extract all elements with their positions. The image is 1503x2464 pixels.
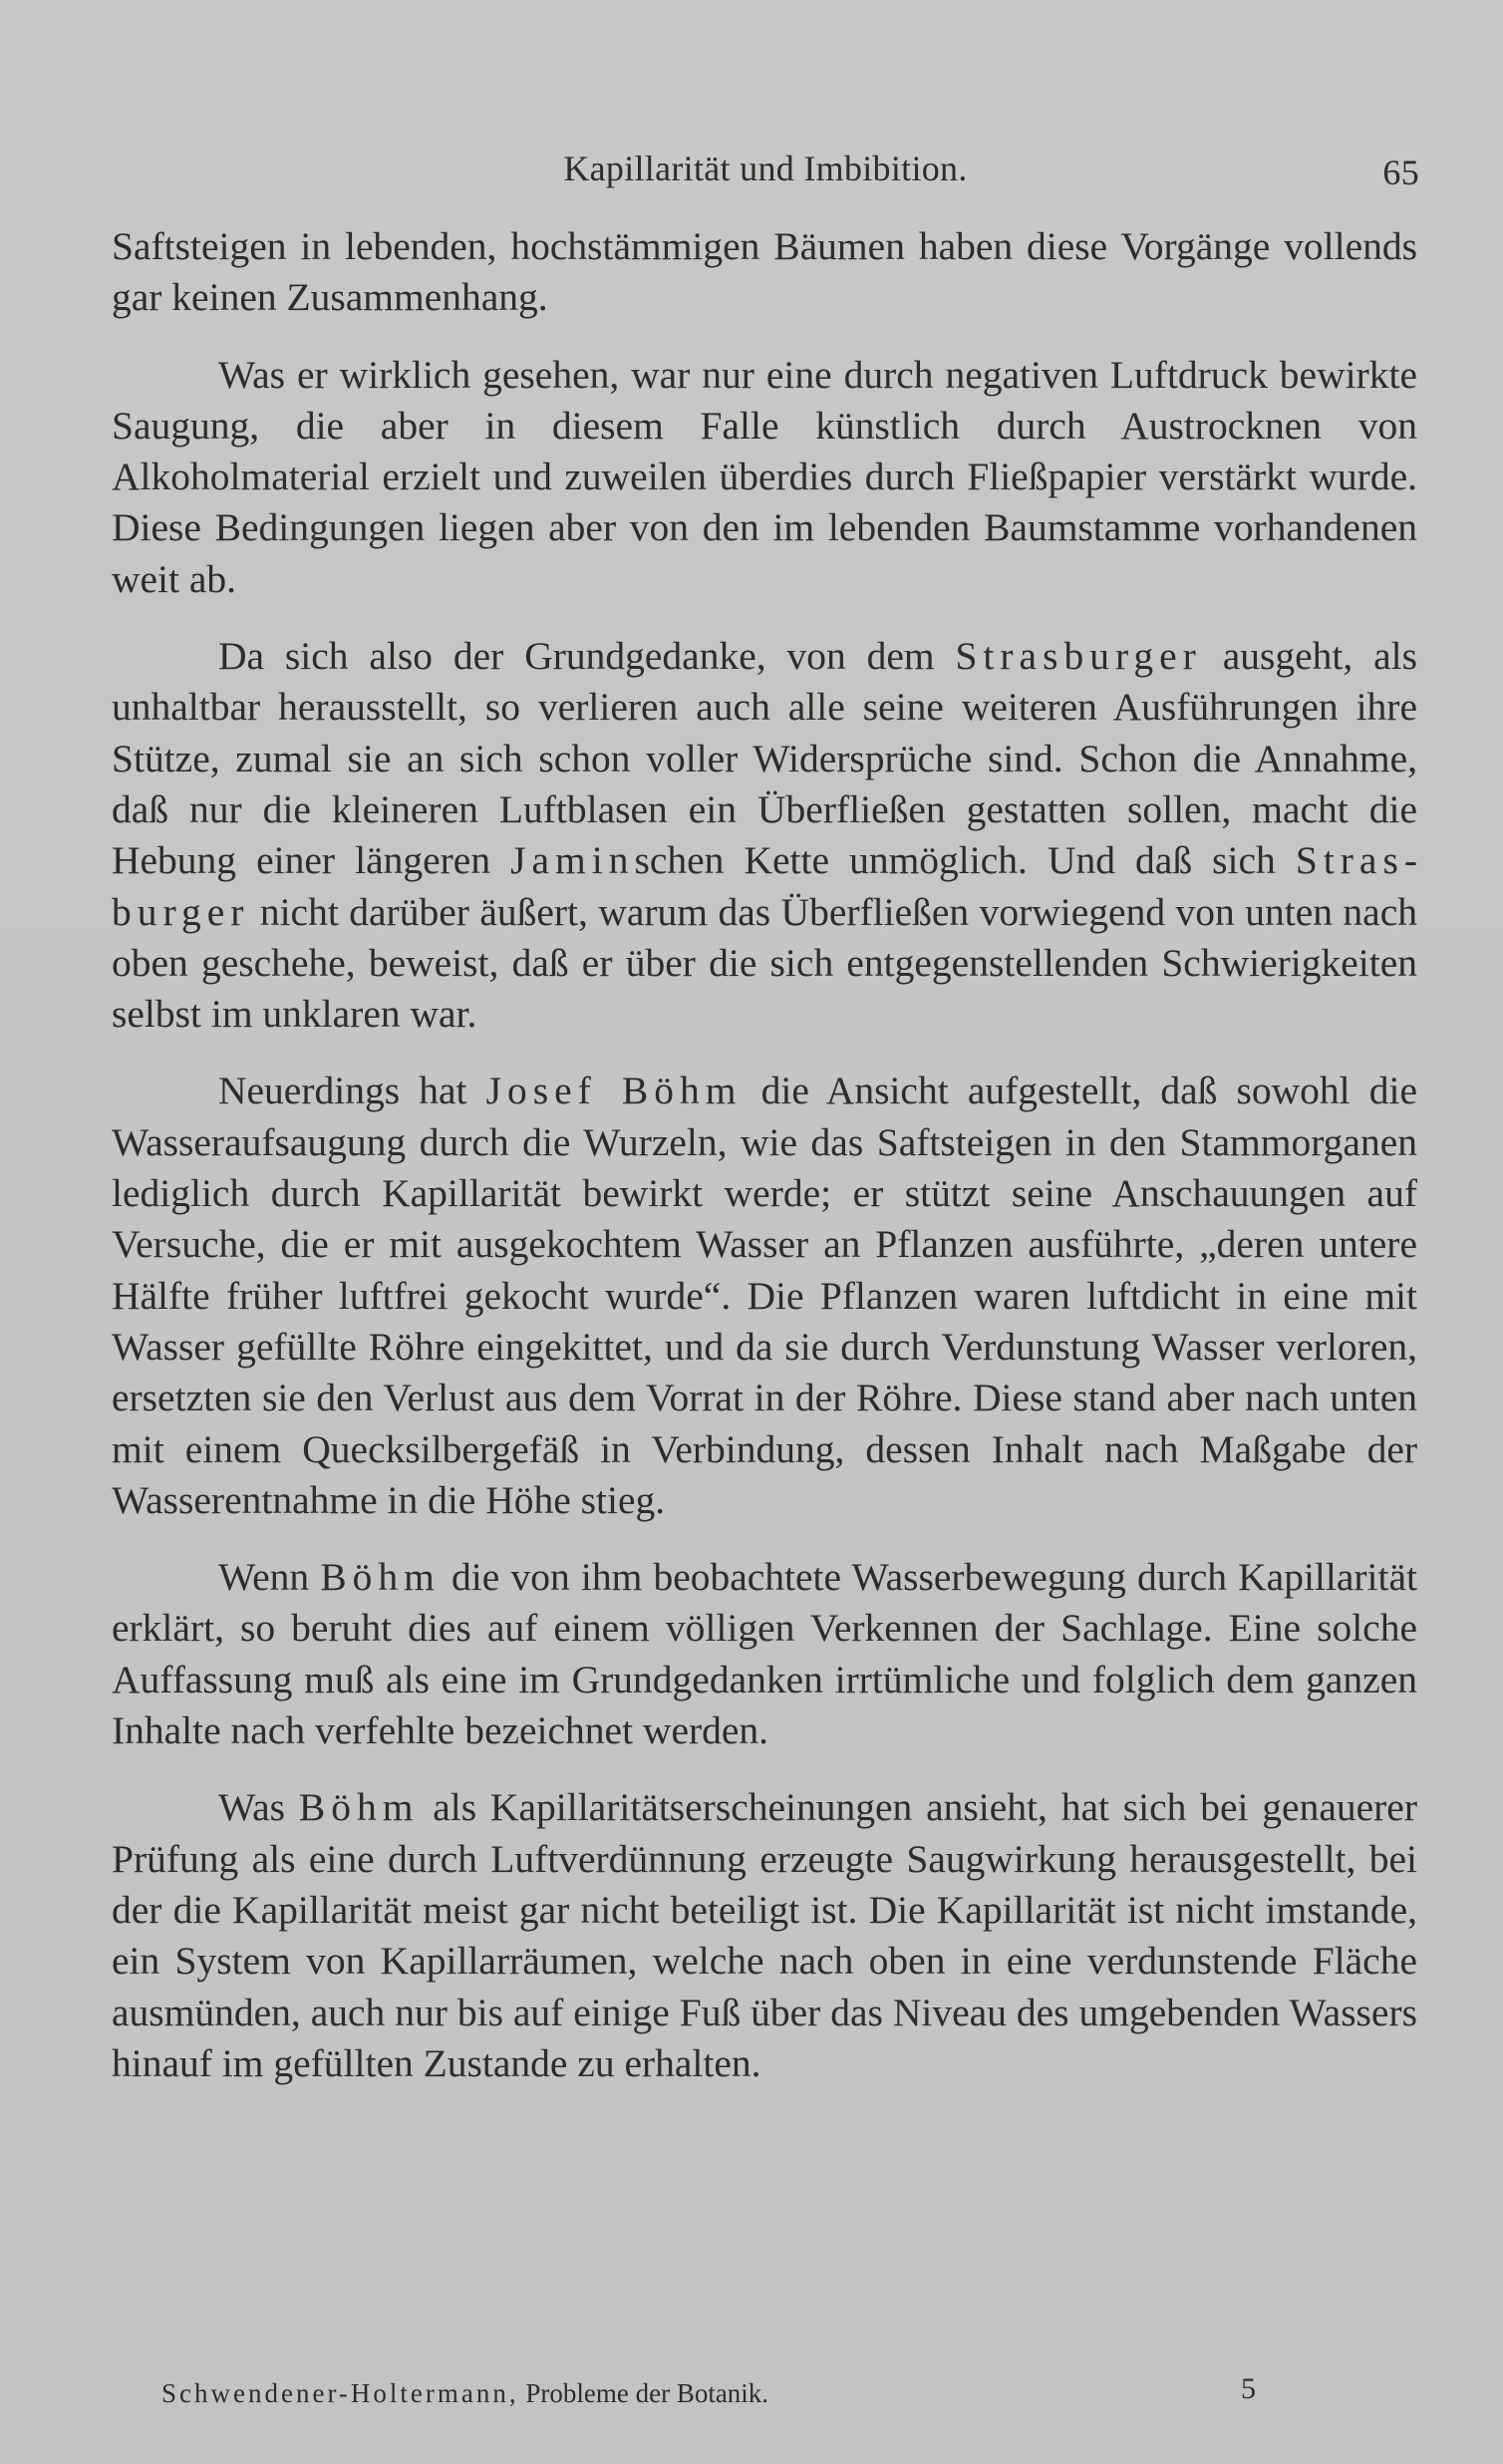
page-footer — [161, 2372, 1256, 2414]
text-run: Was er wirklich gesehen, war nur eine durch negativen Luftdruck bewirkte Saugung, die aber in diesem Falle künstlich durch Austrocknen von Alkoholmaterial erzielt und zuweilen überdies durch Fließpapier verstärkt wurde. Diese Bedingungen liegen aber von den im lebenden Baumstamme vorhandenen weit ab. — [112, 352, 1417, 601]
author-name: Strasburger — [955, 634, 1202, 679]
text-run: die Ansicht aufgestellt, daß sowohl die Wasseraufsaugung durch die Wurzeln, wie das Saftsteigen in den Stammorganen lediglich durch Kapillarität bewirkt werde; er stützt seine Anschauungen auf Versuche, die er mit ausgekochtem Wasser an Pflanzen ausführte, „deren untere Hälfte früher luftfrei gekocht wurde“. Die Pflanzen waren luftdicht in eine mit Wasser gefüllte Röhre eingekittet, und da sie durch Verdunstung Wasser verloren, ersetzten sie den Verlust aus dem Vorrat in der Röhre. Diese stand aber nach unten mit einem Quecksilbergefäß in Verbindung, dessen Inhalt nach Maßgabe der Wasserentnahme in die Höhe stieg. — [112, 1069, 1417, 1522]
text-run: als Kapillaritätserscheinungen ansieht, hat sich bei genauerer Prüfung als eine durch Luftverdünnung erzeugte Saugwirkung herausgestellt, bei der die Kapillarität meist gar nicht beteiligt ist. Die Kapillarität ist nicht imstande, ein System von Kapillarräumen, welche nach oben in eine verdunstende Fläche ausmünden, auch nur bis auf einige Fuß über das Niveau des umgebenden Wassers hinauf im gefüllten Zustande zu erhalten. — [112, 1785, 1417, 2085]
footer-book-title: Probleme der Botanik. — [525, 2378, 769, 2408]
author-name: Böhm — [298, 1785, 420, 1830]
author-name: Böhm — [320, 1555, 441, 1600]
text-run: Was — [218, 1785, 299, 1830]
page-number: 65 — [1382, 153, 1419, 192]
text-run: Neuerdings hat — [218, 1069, 486, 1113]
paragraph — [112, 350, 1417, 605]
paragraph — [112, 1552, 1417, 1756]
author-name: Jamin — [510, 838, 635, 883]
running-head — [112, 148, 1419, 195]
author-name: Josef Böhm — [485, 1069, 743, 1113]
text-run: Da sich also der Grundgedanke, von dem — [218, 634, 956, 679]
text-run: nicht darüber äußert, warum das Überfließen vorwiegend von unten nach oben geschehe, beweist, daß er über die sich entgegenstellenden Schwierigkeiten selbst im unklaren war. — [112, 889, 1417, 1037]
text-run: schen Kette unmöglich. Und daß sich — [634, 838, 1296, 883]
footer-signature-line — [161, 2378, 768, 2409]
text-run: die von ihm beobachtete Wasserbewegung durch Kapillarität erklärt, so beruht dies auf einem völligen Verkennen der Sachlage. Eine solche Auffassung muß als eine im Grundgedanken irrtümliche und folglich dem ganzen Inhalte nach verfehlte bezeichnet werden. — [112, 1555, 1418, 1753]
footer-authors: Schwendener-Holtermann, — [161, 2378, 519, 2408]
signature-mark: 5 — [1241, 2372, 1256, 2405]
text-run: Wenn — [218, 1555, 321, 1600]
paragraph — [112, 221, 1417, 324]
paragraph — [112, 1782, 1417, 2089]
text-run: Saftsteigen in lebenden, hochstämmigen Bäumen haben diese Vorgänge vollends gar keinen Zusammenhang. — [112, 224, 1417, 320]
body-text — [112, 221, 1417, 2089]
text-run: ausgeht, als unhaltbar herausstellt, so verlieren auch alle seine weiteren Ausführungen ihre Stütze, zumal sie an sich schon voller Widersprüche sind. Schon die Annahme, daß nur die kleineren Luftblasen ein Überfließen gestatten sollen, macht die Hebung einer längeren — [112, 634, 1417, 883]
paragraph — [112, 631, 1417, 1040]
author-name: Strasburger — [112, 838, 1417, 934]
paragraph — [112, 1066, 1417, 1526]
running-head-title: Kapillarität und Imbibition. — [563, 149, 968, 188]
